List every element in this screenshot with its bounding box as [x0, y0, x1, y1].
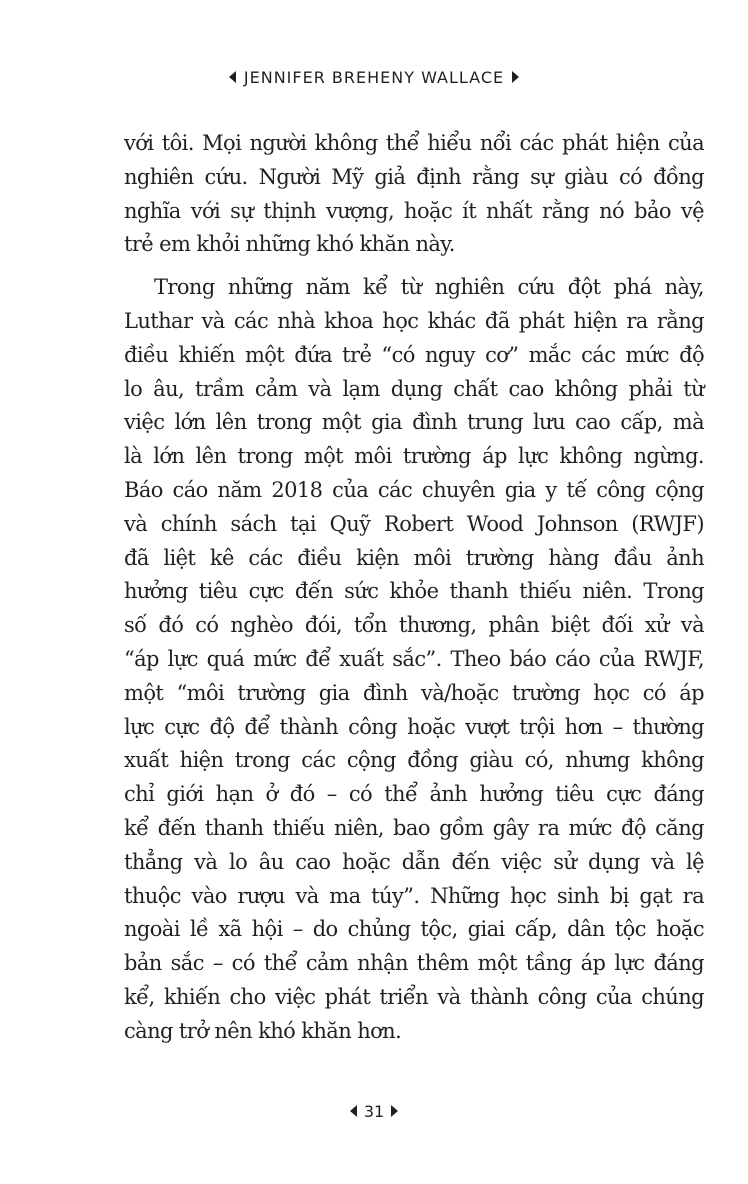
triangle-right-icon — [512, 71, 519, 83]
text-line: chỉ giới hạn ở đó – có thể ảnh hưởng tiêu cực đáng — [124, 782, 704, 807]
text-line: trẻ em khỏi những khó khăn này. — [124, 232, 455, 257]
paragraph-1 — [124, 127, 704, 262]
text-line: nghĩa với sự thịnh vượng, hoặc ít nhất rằng nó bảo vệ — [124, 198, 704, 223]
text-line: thuộc vào rượu và ma túy”. Những học sinh bị gạt ra — [124, 883, 704, 908]
text-line: kể đến thanh thiếu niên, bao gồm gây ra mức độ căng — [124, 815, 704, 840]
text-line: càng trở nên khó khăn hơn. — [124, 1018, 402, 1043]
text-line: hưởng tiêu cực đến sức khỏe thanh thiếu niên. Trong — [124, 579, 704, 604]
running-head — [0, 66, 748, 90]
text-line: Luthar và các nhà khoa học khác đã phát hiện ra rằng — [124, 308, 704, 333]
page-number: 31 — [363, 1102, 385, 1121]
text-line: xuất hiện trong các cộng đồng giàu có, nhưng không — [124, 748, 704, 773]
text-line: số đó có nghèo đói, tổn thương, phân biệt đối xử và — [124, 613, 704, 638]
text-line: thẳng và lo âu cao hoặc dẫn đến việc sử dụng và lệ — [124, 849, 704, 874]
text-line: bản sắc – có thể cảm nhận thêm một tầng áp lực đáng — [124, 951, 704, 976]
author-name: JENNIFER BREHENY WALLACE — [243, 68, 505, 87]
page-number-footer — [0, 1100, 748, 1124]
text-line: Báo cáo năm 2018 của các chuyên gia y tế công cộng — [124, 477, 704, 502]
text-line: và chính sách tại Quỹ Robert Wood Johnson (RWJF) — [124, 511, 704, 536]
text-line: điều khiến một đứa trẻ “có nguy cơ” mắc các mức độ — [124, 342, 704, 367]
text-line: kể, khiến cho việc phát triển và thành công của chúng — [124, 984, 704, 1009]
text-line: Trong những năm kể từ nghiên cứu đột phá này, — [154, 275, 704, 300]
text-line: là lớn lên trong một môi trường áp lực không ngừng. — [124, 444, 704, 469]
body-text — [124, 127, 704, 1049]
text-line: một “môi trường gia đình và/hoặc trường học có áp — [124, 680, 704, 705]
paragraph-2 — [124, 271, 704, 1048]
triangle-left-icon — [229, 71, 236, 83]
text-line: việc lớn lên trong một gia đình trung lưu cao cấp, mà — [124, 410, 704, 435]
text-line: lực cực độ để thành công hoặc vượt trội hơn – thường — [124, 714, 704, 739]
text-line: nghiên cứu. Người Mỹ giả định rằng sự giàu có đồng — [124, 164, 704, 189]
text-line: “áp lực quá mức để xuất sắc”. Theo báo cáo của RWJF, — [124, 646, 704, 671]
text-line: với tôi. Mọi người không thể hiểu nổi các phát hiện của — [124, 131, 704, 155]
triangle-right-icon — [391, 1105, 398, 1117]
triangle-left-icon — [350, 1105, 357, 1117]
text-line: ngoài lề xã hội – do chủng tộc, giai cấp, dân tộc hoặc — [124, 917, 704, 942]
text-line: lo âu, trầm cảm và lạm dụng chất cao không phải từ — [124, 376, 704, 401]
text-line: đã liệt kê các điều kiện môi trường hàng đầu ảnh — [124, 545, 704, 570]
